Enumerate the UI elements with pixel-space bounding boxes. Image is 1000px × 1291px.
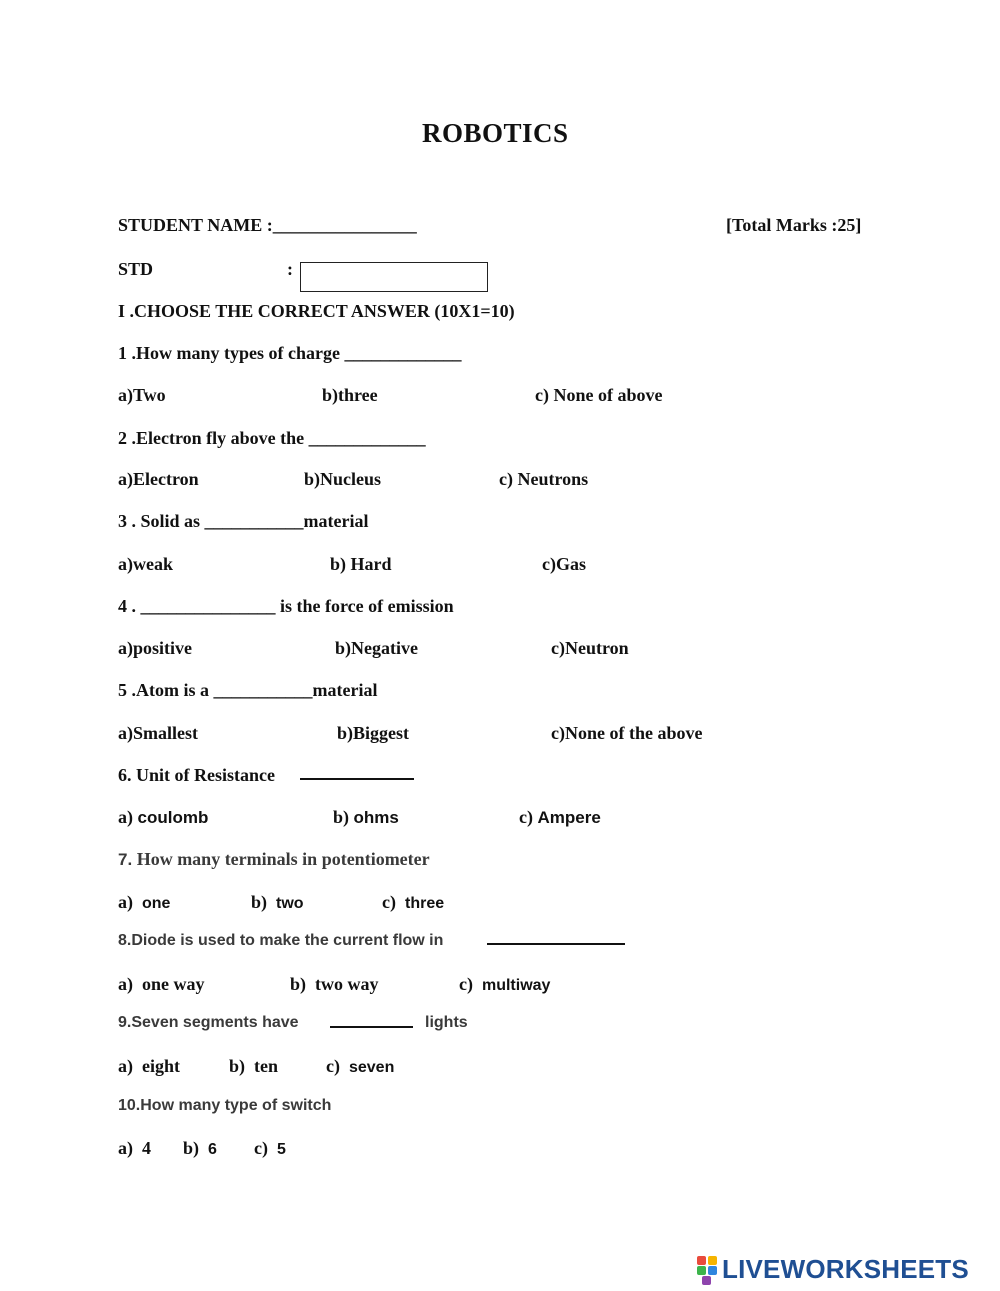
question-10: 10.How many type of switch xyxy=(118,1097,332,1114)
student-name-label: STUDENT NAME :________________ xyxy=(118,215,417,235)
liveworksheets-icon xyxy=(697,1254,719,1284)
q1-option-b[interactable]: b)three xyxy=(322,385,378,405)
question-1: 1 .How many types of charge _____________ xyxy=(118,343,462,363)
q10-option-b-prefix: b) xyxy=(183,1138,200,1158)
section-heading: I .CHOOSE THE CORRECT ANSWER (10X1=10) xyxy=(118,301,515,321)
q9-option-c[interactable] xyxy=(326,1055,394,1079)
q7-option-c-prefix: c) xyxy=(382,892,396,912)
q7-text: How many terminals in potentiometer xyxy=(136,849,430,869)
q8-option-a[interactable] xyxy=(118,973,205,995)
q5-option-c[interactable]: c)None of the above xyxy=(551,723,703,743)
q10-option-b[interactable] xyxy=(183,1137,217,1161)
q9-option-c-text: seven xyxy=(348,1059,395,1076)
q1-option-a[interactable]: a)Two xyxy=(118,385,166,405)
q2-option-b[interactable]: b)Nucleus xyxy=(304,469,382,489)
q8-option-a-prefix: a) xyxy=(118,974,133,994)
question-9-suffix: lights xyxy=(425,1014,468,1031)
q7-option-a[interactable] xyxy=(118,891,170,915)
q10-option-b-text: 6 xyxy=(208,1141,217,1158)
q8-option-a-text: one way xyxy=(142,974,205,994)
std-colon: : xyxy=(287,259,293,279)
q7-option-a-text: one xyxy=(142,895,171,912)
q2-option-a[interactable]: a)Electron xyxy=(118,469,199,489)
q8-answer-blank[interactable] xyxy=(487,943,625,945)
question-5: 5 .Atom is a ___________material xyxy=(118,680,378,700)
q10-option-c-prefix: c) xyxy=(254,1138,268,1158)
q8-option-b-text: two way xyxy=(315,974,379,994)
q10-option-a-text: 4 xyxy=(142,1138,151,1158)
question-4: 4 . _______________ is the force of emission xyxy=(118,596,454,616)
q6-option-c[interactable] xyxy=(519,806,601,829)
q8-option-c-text: multiway xyxy=(481,977,551,994)
q6-option-b-prefix: b) xyxy=(333,807,354,827)
q6-option-c-prefix: c) xyxy=(519,807,538,827)
q10-option-c[interactable] xyxy=(254,1137,286,1161)
total-marks: [Total Marks :25] xyxy=(726,215,862,235)
question-3: 3 . Solid as ___________material xyxy=(118,511,369,531)
q3-option-a[interactable]: a)weak xyxy=(118,554,173,574)
q6-option-b[interactable] xyxy=(333,806,399,829)
q7-number: 7. xyxy=(118,850,133,869)
q7-option-c-text: three xyxy=(404,895,445,912)
std-input[interactable] xyxy=(300,262,488,292)
q9-option-a-text: eight xyxy=(142,1056,180,1076)
q4-option-c[interactable]: c)Neutron xyxy=(551,638,629,658)
q10-option-c-text: 5 xyxy=(276,1141,286,1158)
q3-option-b[interactable]: b) Hard xyxy=(330,554,392,574)
q9-option-a[interactable] xyxy=(118,1055,180,1077)
q5-option-a[interactable]: a)Smallest xyxy=(118,723,198,743)
q8-option-c[interactable] xyxy=(459,973,550,997)
q9-answer-blank[interactable] xyxy=(330,1026,413,1028)
q7-option-b-prefix: b) xyxy=(251,892,268,912)
q8-option-c-prefix: c) xyxy=(459,974,473,994)
question-6: 6. Unit of Resistance xyxy=(118,765,275,785)
q8-option-b[interactable] xyxy=(290,973,379,995)
q3-option-c[interactable]: c)Gas xyxy=(542,554,586,574)
std-label: STD xyxy=(118,259,154,279)
q7-option-b[interactable] xyxy=(251,891,304,915)
q7-option-a-prefix: a) xyxy=(118,892,133,912)
q10-option-a[interactable] xyxy=(118,1137,151,1159)
q2-option-c[interactable]: c) Neutrons xyxy=(499,469,589,489)
q9-option-b-text: ten xyxy=(254,1056,279,1076)
q4-option-a[interactable]: a)positive xyxy=(118,638,192,658)
q9-option-c-prefix: c) xyxy=(326,1056,340,1076)
q6-option-c-text: Ampere xyxy=(537,808,601,827)
q6-option-a[interactable] xyxy=(118,806,208,829)
question-8: 8.Diode is used to make the current flow in xyxy=(118,932,444,949)
q6-option-b-text: ohms xyxy=(353,808,399,827)
q6-answer-blank[interactable] xyxy=(300,778,414,780)
q1-option-c[interactable]: c) None of above xyxy=(535,385,663,405)
q4-option-b[interactable]: b)Negative xyxy=(335,638,418,658)
q10-option-a-prefix: a) xyxy=(118,1138,133,1158)
q9-option-b[interactable] xyxy=(229,1055,278,1077)
q9-option-b-prefix: b) xyxy=(229,1056,246,1076)
q8-option-b-prefix: b) xyxy=(290,974,307,994)
page-title: ROBOTICS xyxy=(422,118,569,148)
question-9-text: 9.Seven segments have xyxy=(118,1014,299,1031)
liveworksheets-logo[interactable] xyxy=(697,1252,969,1286)
q5-option-b[interactable]: b)Biggest xyxy=(337,723,409,743)
q7-option-b-text: two xyxy=(276,895,304,912)
q6-option-a-text: coulomb xyxy=(137,808,209,827)
q9-option-a-prefix: a) xyxy=(118,1056,133,1076)
question-7 xyxy=(118,848,430,871)
question-2: 2 .Electron fly above the _____________ xyxy=(118,428,426,448)
q7-option-c[interactable] xyxy=(382,891,444,915)
brand-name: LIVEWORKSHEETS xyxy=(722,1253,969,1284)
q6-option-a-prefix: a) xyxy=(118,807,138,827)
